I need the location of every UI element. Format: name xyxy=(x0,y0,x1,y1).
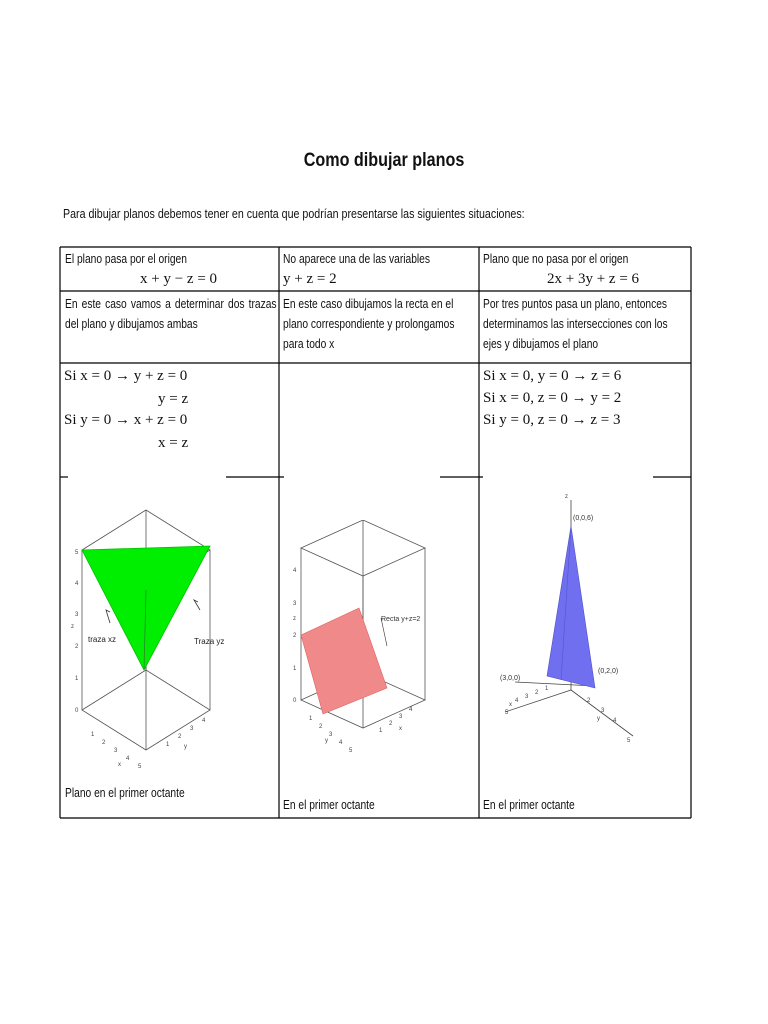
line-label: Recta y+z=2 xyxy=(381,616,421,623)
svg-text:3: 3 xyxy=(399,714,403,720)
svg-text:2: 2 xyxy=(102,740,106,746)
figure-plane-yz2 xyxy=(287,520,477,770)
green-plane-triangle xyxy=(82,546,210,670)
col3-equation: 2x + 3y + z = 6 xyxy=(547,271,640,287)
svg-text:4: 4 xyxy=(613,718,617,724)
svg-text:2: 2 xyxy=(293,633,297,639)
svg-text:1: 1 xyxy=(379,728,383,734)
svg-text:x: x xyxy=(118,762,121,768)
svg-text:3: 3 xyxy=(114,748,118,754)
svg-text:2: 2 xyxy=(319,724,323,730)
intro-text: Para dibujar planos debemos tener en cuenta que podrían presentarse las siguientes situaciones: xyxy=(63,206,525,221)
col2-equation: y + z = 2 xyxy=(283,271,337,287)
svg-text:5: 5 xyxy=(505,710,509,716)
svg-text:1: 1 xyxy=(309,716,313,722)
svg-text:x: x xyxy=(509,702,512,708)
svg-text:0: 0 xyxy=(75,708,79,714)
col2-caption: En el primer octante xyxy=(283,798,375,812)
svg-text:2: 2 xyxy=(389,721,393,727)
svg-text:5: 5 xyxy=(627,738,631,744)
red-plane xyxy=(301,608,387,714)
page-title: Como dibujar planos xyxy=(303,150,465,171)
svg-text:3: 3 xyxy=(525,694,529,700)
col3-step-2: Si x = 0, z = 0 → y = 2 xyxy=(483,390,622,406)
svg-text:z: z xyxy=(565,494,568,500)
svg-text:0: 0 xyxy=(293,698,297,704)
svg-text:3: 3 xyxy=(75,612,79,618)
svg-text:3: 3 xyxy=(329,732,333,738)
col1-caption: Plano en el primer octante xyxy=(65,786,185,800)
col1-step-3: Si y = 0 → x + z = 0 xyxy=(64,412,188,428)
figure-plane-origin xyxy=(66,490,278,775)
col3-header: Plano que no pasa por el origen xyxy=(483,252,629,266)
point-x-label: (3,0,0) xyxy=(500,675,521,682)
col1-header: El plano pasa por el origen xyxy=(65,252,187,266)
svg-text:x: x xyxy=(399,726,402,732)
col1-equation: x + y − z = 0 xyxy=(140,271,218,287)
svg-text:4: 4 xyxy=(515,698,519,704)
col3-caption: En el primer octante xyxy=(483,798,575,812)
col3-step-3: Si y = 0, z = 0 → z = 3 xyxy=(483,412,621,428)
svg-text:y: y xyxy=(325,738,328,744)
svg-text:4: 4 xyxy=(202,718,206,724)
col1-description: En este caso vamos a determinar dos trazas del plano y dibujamos ambas xyxy=(65,297,277,331)
svg-text:1: 1 xyxy=(545,686,549,692)
trace-xz-label: traza xz xyxy=(88,635,117,644)
svg-text:2: 2 xyxy=(178,734,182,740)
svg-text:1: 1 xyxy=(293,666,297,672)
svg-text:4: 4 xyxy=(293,568,297,574)
col1-step-4: x = z xyxy=(158,435,189,451)
svg-text:4: 4 xyxy=(339,740,343,746)
point-y-label: (0,2,0) xyxy=(598,668,619,675)
svg-text:1: 1 xyxy=(91,732,95,738)
col3-description: Por tres puntos pasa un plano, entonces determinamos las intersecciones con los ejes y dibujamos el plano xyxy=(483,297,668,351)
svg-text:z: z xyxy=(293,616,296,622)
col1-step-2: y = z xyxy=(158,391,189,407)
blue-plane-triangle xyxy=(547,526,595,688)
svg-text:3: 3 xyxy=(190,726,194,732)
svg-text:4: 4 xyxy=(75,581,79,587)
point-z-label: (0,0,6) xyxy=(573,515,594,522)
svg-text:y: y xyxy=(184,744,187,750)
col2-description: En este caso dibujamos la recta en el plano correspondiente y prolongamos para todo x xyxy=(283,297,455,351)
col2-header: No aparece una de las variables xyxy=(283,252,431,266)
svg-text:3: 3 xyxy=(293,601,297,607)
figure-plane-general xyxy=(495,490,655,752)
svg-text:5: 5 xyxy=(138,764,142,770)
svg-text:2: 2 xyxy=(587,698,591,704)
svg-text:1: 1 xyxy=(75,676,79,682)
svg-text:2: 2 xyxy=(75,644,79,650)
svg-text:1: 1 xyxy=(166,742,170,748)
svg-text:2: 2 xyxy=(535,690,539,696)
svg-text:z: z xyxy=(71,624,74,630)
svg-text:3: 3 xyxy=(601,708,605,714)
svg-text:4: 4 xyxy=(409,707,413,713)
trace-yz-label: Traza yz xyxy=(194,637,225,646)
svg-text:y: y xyxy=(597,716,600,722)
svg-text:4: 4 xyxy=(126,756,130,762)
svg-text:5: 5 xyxy=(349,748,353,754)
col3-step-1: Si x = 0, y = 0 → z = 6 xyxy=(483,368,622,384)
svg-text:5: 5 xyxy=(75,550,79,556)
col1-step-1: Si x = 0 → y + z = 0 xyxy=(64,368,188,384)
